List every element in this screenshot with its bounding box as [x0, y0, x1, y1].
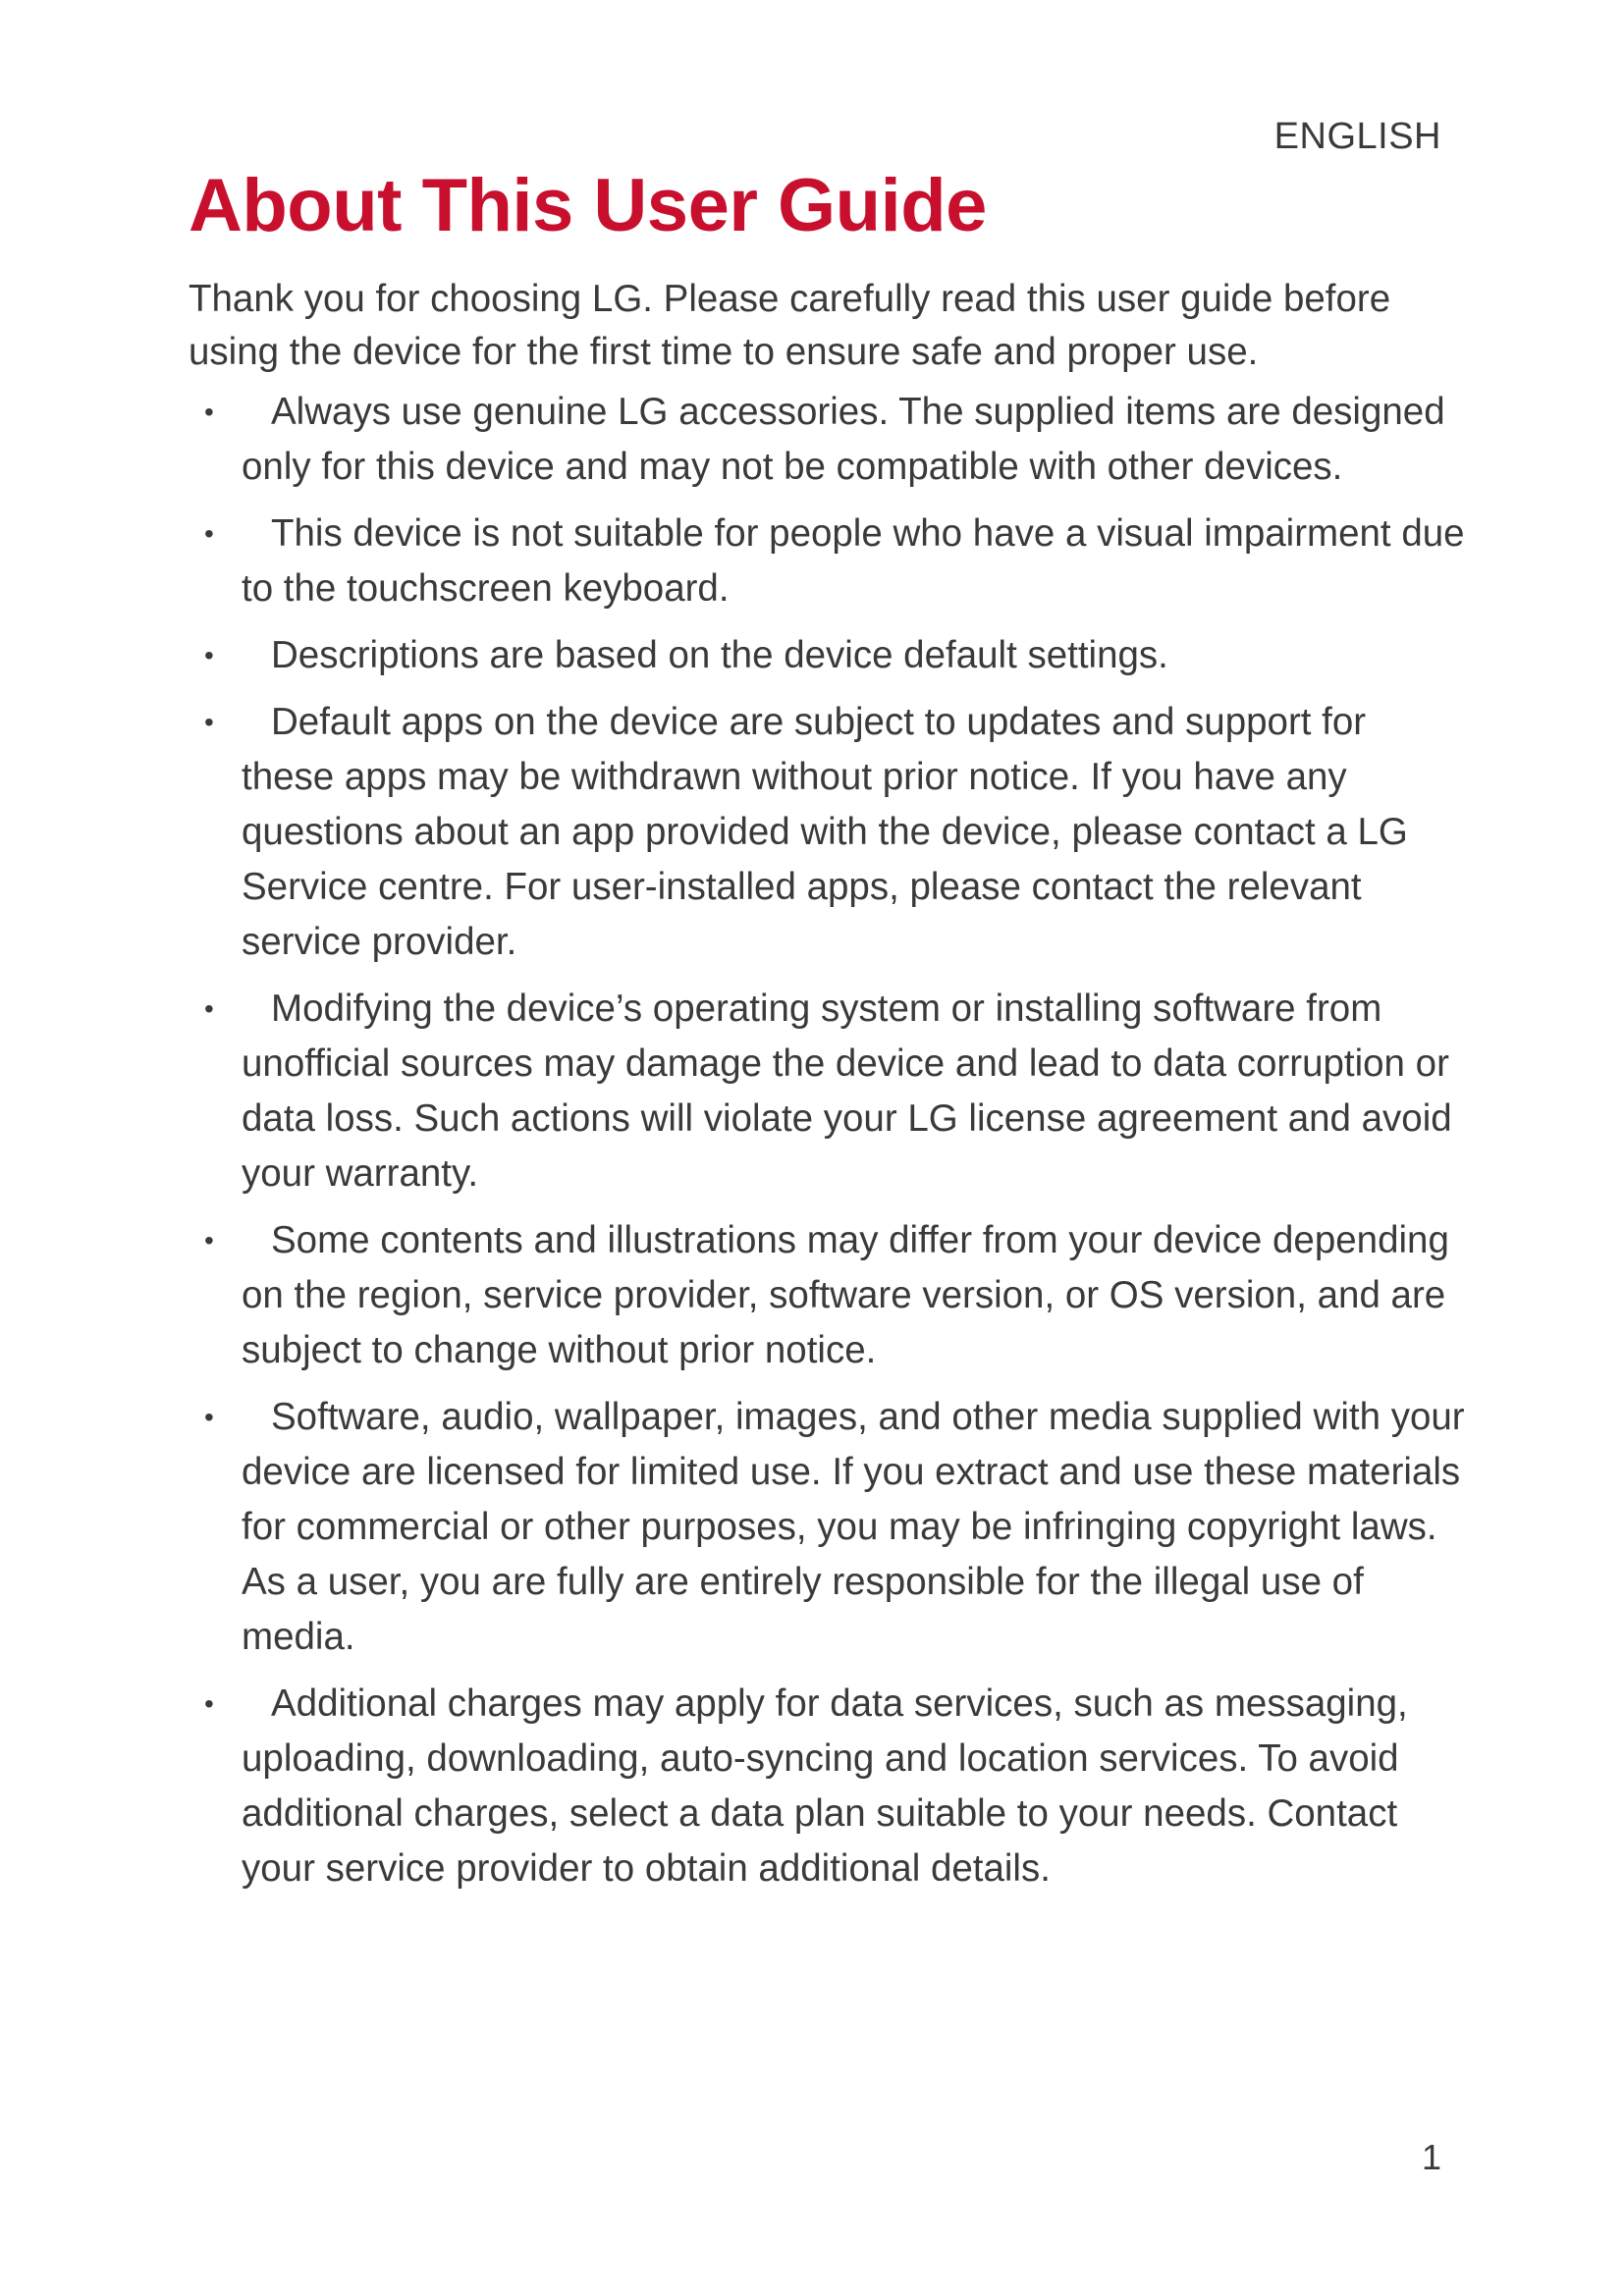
list-item-text: Modifying the device’s operating system or installing software from unofficial sources may damage the device and lead to data corruption or data loss. Such actions will violate your LG license agreement and avoid your warranty. [242, 988, 1452, 1195]
bullet-icon: • [204, 397, 214, 427]
list-item [189, 628, 1465, 683]
list-item-text: Some contents and illustrations may differ from your device depending on the region, service provider, software version, or OS version, and are subject to change without prior notice. [242, 1219, 1449, 1371]
list-item [189, 1390, 1465, 1665]
list-item-text: Descriptions are based on the device default settings. [271, 634, 1168, 676]
bullet-icon: • [204, 518, 214, 549]
list-item [189, 982, 1465, 1201]
intro-paragraph: Thank you for choosing LG. Please carefully read this user guide before using the device for the first time to ensure safe and proper use. [189, 278, 1391, 373]
list-item-text: Additional charges may apply for data services, such as messaging, uploading, downloading, auto-syncing and location services. To avoid additional charges, select a data plan suitable to your needs. Contact your service provider to obtain additional details. [242, 1682, 1408, 1890]
bullet-icon: • [204, 1688, 214, 1719]
language-label: ENGLISH [1273, 116, 1441, 157]
list-item [189, 1677, 1465, 1896]
bullet-icon: • [204, 1225, 214, 1255]
list-item-text: Default apps on the device are subject to updates and support for these apps may be withdrawn without prior notice. If you have any questions about an app provided with the device, please contact a LG Service centre. For user-installed apps, please contact the relevant service provider. [242, 701, 1408, 963]
list-item [189, 507, 1465, 616]
page-number: 1 [1421, 2137, 1441, 2177]
bullet-icon: • [204, 707, 214, 737]
list-item [189, 695, 1465, 970]
list-item-text: This device is not suitable for people who have a visual impairment due to the touchscreen keyboard. [242, 512, 1465, 610]
bullet-icon: • [204, 640, 214, 670]
bullet-icon: • [204, 993, 214, 1024]
list-item-text: Always use genuine LG accessories. The supplied items are designed only for this device and may not be compatible with other devices. [242, 391, 1445, 488]
bullet-list [189, 385, 1465, 1908]
page-title: About This User Guide [189, 164, 987, 247]
list-item [189, 385, 1465, 495]
bullet-icon: • [204, 1402, 214, 1432]
list-item-text: Software, audio, wallpaper, images, and other media supplied with your device are licensed for limited use. If you extract and use these materials for commercial or other purposes, you may be infringing copyright laws. As a user, you are fully are entirely responsible for the illegal use of media. [242, 1396, 1465, 1658]
list-item [189, 1213, 1465, 1378]
